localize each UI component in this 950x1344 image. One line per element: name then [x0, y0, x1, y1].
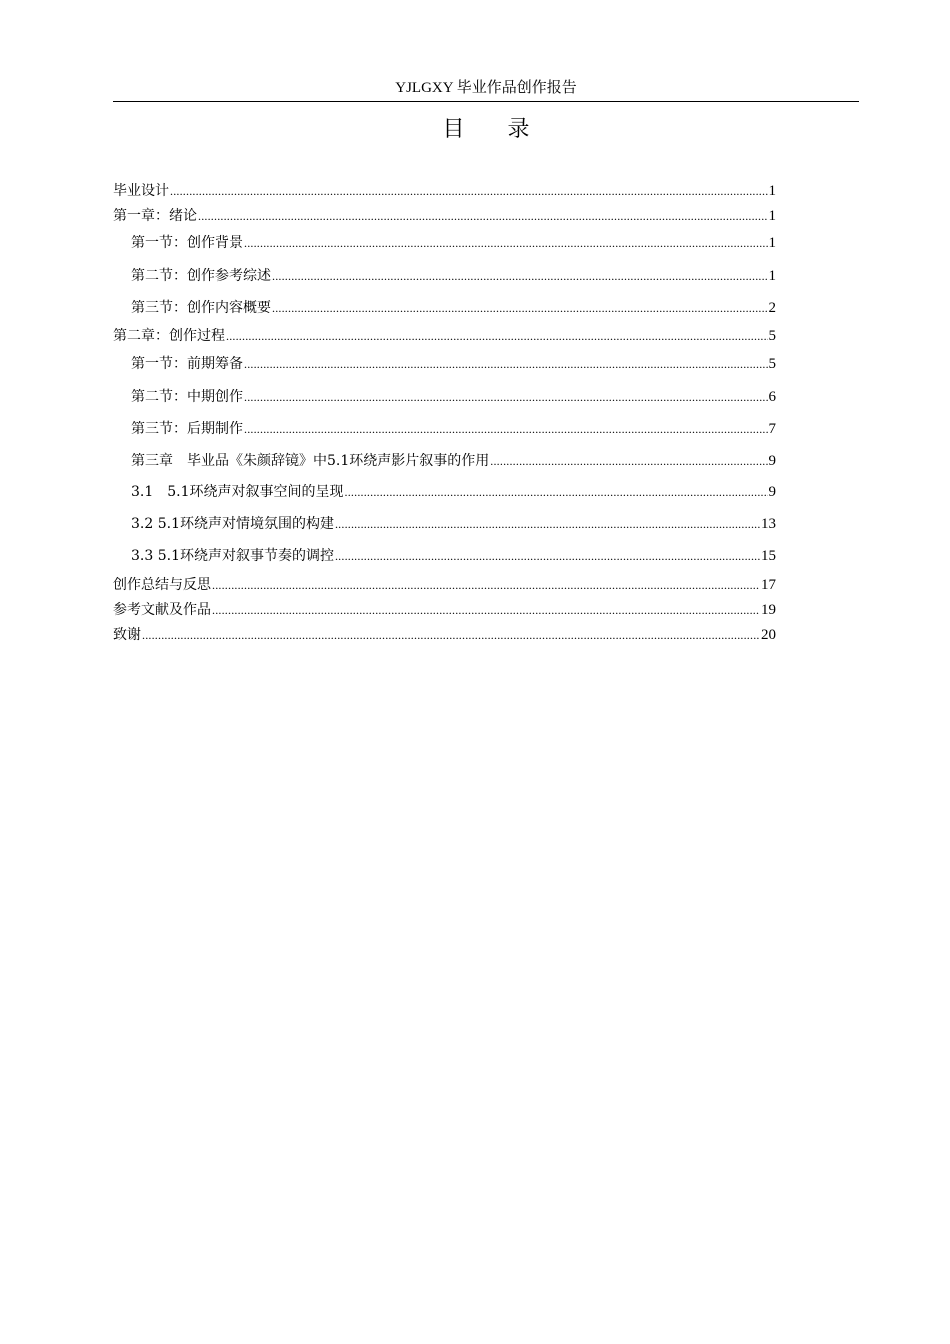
- toc-entry-label: 致谢: [113, 627, 141, 643]
- toc-leader-dots: [244, 232, 768, 254]
- toc-leader-dots: [198, 205, 768, 227]
- toc-entry-label: 第一章：绪论: [113, 208, 197, 224]
- toc-entry-page: 15: [761, 548, 776, 564]
- toc-entry-page: 20: [761, 627, 776, 643]
- toc-entry[interactable]: [131, 545, 776, 567]
- toc-entry[interactable]: [131, 353, 776, 375]
- toc-entry-label: 创作总结与反思: [113, 577, 211, 593]
- toc-leader-dots: [490, 450, 767, 472]
- toc-entry[interactable]: [113, 599, 776, 621]
- toc-entry[interactable]: [131, 418, 776, 440]
- toc-entry[interactable]: [131, 513, 776, 535]
- toc-entry-page: 1: [768, 235, 776, 251]
- toc-entry-page: 1: [768, 208, 776, 224]
- toc-entry-label: 3.2 5.1环绕声对情境氛围的构建: [131, 516, 334, 532]
- toc-leader-dots: [170, 180, 768, 202]
- toc-entry[interactable]: [113, 325, 776, 347]
- toc-entry-page: 1: [768, 183, 776, 199]
- toc-entry-label: 第三章 毕业品《朱颜辞镜》中5.1环绕声影片叙事的作用: [131, 453, 490, 469]
- toc-entry-label: 参考文献及作品: [113, 602, 211, 618]
- toc-entry-page: 5: [768, 356, 776, 372]
- toc-entry[interactable]: [131, 265, 776, 287]
- toc-entry-label: 第三节：后期制作: [131, 421, 243, 437]
- toc-entry-label: 第二节：中期创作: [131, 389, 243, 405]
- toc-leader-dots: [244, 386, 768, 408]
- toc-leader-dots: [335, 513, 760, 535]
- page-header: [113, 76, 859, 102]
- toc-leader-dots: [345, 481, 768, 503]
- toc-entry-page: 7: [768, 421, 776, 437]
- toc-title: 目 录: [442, 117, 548, 142]
- toc-entry[interactable]: [131, 232, 776, 254]
- toc-entry[interactable]: [131, 450, 776, 472]
- toc-entry-page: 5: [768, 328, 776, 344]
- toc-entry-label: 3.1 5.1环绕声对叙事空间的呈现: [131, 484, 344, 500]
- toc-entry[interactable]: [131, 481, 776, 503]
- toc-entry-label: 3.3 5.1环绕声对叙事节奏的调控: [131, 548, 334, 564]
- toc-entry-label: 第二章：创作过程: [113, 328, 225, 344]
- toc-entry-page: 19: [761, 602, 776, 618]
- toc-entry[interactable]: [131, 386, 776, 408]
- toc-leader-dots: [244, 353, 768, 375]
- toc-leader-dots: [212, 599, 760, 621]
- toc-leader-dots: [212, 574, 760, 596]
- toc-entry-page: 17: [761, 577, 776, 593]
- toc-entry-page: 9: [768, 453, 776, 469]
- toc-entry-label: 第一节：创作背景: [131, 235, 243, 251]
- toc-leader-dots: [142, 624, 760, 646]
- toc-entry-label: 第二节：创作参考综述: [131, 268, 271, 284]
- toc-entry-label: 第三节：创作内容概要: [131, 300, 271, 316]
- toc-entry[interactable]: [113, 180, 776, 202]
- toc-entry-label: 毕业设计: [113, 183, 169, 199]
- toc-entry-page: 6: [768, 389, 776, 405]
- toc-entry-page: 9: [768, 484, 776, 500]
- toc-leader-dots: [272, 265, 768, 287]
- toc-leader-dots: [335, 545, 760, 567]
- toc-entry[interactable]: [113, 624, 776, 646]
- toc-leader-dots: [244, 418, 768, 440]
- toc-entry-page: 1: [768, 268, 776, 284]
- toc-leader-dots: [226, 325, 768, 347]
- toc-entry-page: 2: [768, 300, 776, 316]
- toc-entry[interactable]: [113, 205, 776, 227]
- page-header-text: YJLGXY 毕业作品创作报告: [395, 80, 577, 96]
- toc-leader-dots: [272, 297, 768, 319]
- toc-entry-page: 13: [761, 516, 776, 532]
- toc-entry[interactable]: [131, 297, 776, 319]
- toc-entry[interactable]: [113, 574, 776, 596]
- toc-entry-label: 第一节：前期筹备: [131, 356, 243, 372]
